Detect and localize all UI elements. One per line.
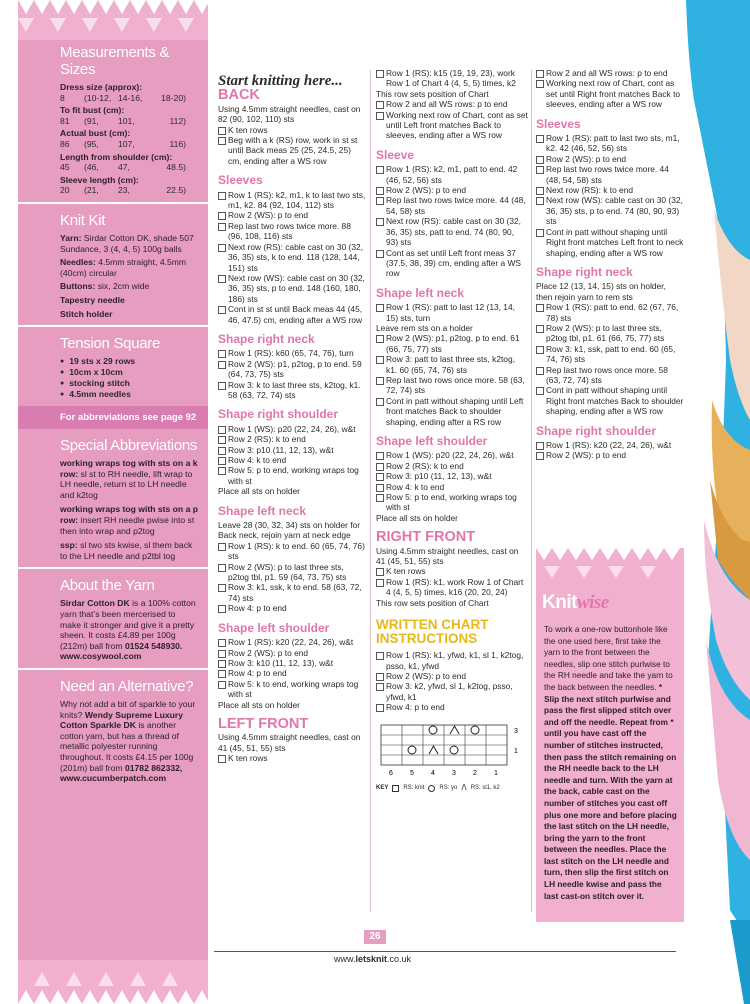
instruction-checkbox-item[interactable]: Row 2 and all WS rows: p to end xyxy=(536,68,684,78)
shape-right-shoulder-checklist xyxy=(218,424,366,486)
sidebar-content xyxy=(18,40,208,960)
website-name: letsknit xyxy=(355,954,388,964)
knit-kit-title: Knit Kit xyxy=(60,211,106,229)
chart-key-item: RS: knit xyxy=(403,784,425,791)
instruction-checkbox-item[interactable]: Cont as set until Left front meas 37 (37.5, 38, 39) cm, ending after a WS row xyxy=(376,248,528,279)
yarn-text: Sirdar Cotton DK, shade 507 Sundance, 3 (4, 4, 5) 100g balls xyxy=(60,232,194,254)
abbreviation-term: working wraps tog with sts on a k row: xyxy=(60,458,198,479)
instruction-checkbox-item[interactable]: Row 4: k to end xyxy=(218,455,366,465)
instruction-checkbox-item[interactable]: Row 3: k1, ssk, k to end. 58 (63, 72, 74) sts xyxy=(218,582,366,603)
sidebar-zigzag-bottom xyxy=(18,968,208,1004)
measurement-label: Sleeve length (cm): xyxy=(60,174,139,185)
instruction-checkbox-item[interactable]: Row 4: p to end xyxy=(218,603,366,613)
instruction-checkbox-item[interactable]: Row 2 and all WS rows: p to end xyxy=(376,99,528,109)
measurement-value: (21, xyxy=(84,185,99,196)
measurement-values xyxy=(60,139,198,150)
divider xyxy=(18,567,208,569)
website-link[interactable] xyxy=(334,954,411,964)
instruction-checkbox-item[interactable]: Row 2 (WS): p to end xyxy=(536,154,684,164)
instruction-checkbox-item[interactable]: Rep last two rows once more. 58 (63, 72, 74) sts xyxy=(536,365,684,386)
instruction-checkbox-item[interactable]: Row 2 (RS): k to end xyxy=(376,461,528,471)
measurement-value: (10-12, xyxy=(84,92,112,103)
chart-row-label: 1 xyxy=(514,747,518,755)
needles-text: 4.5mm straight, 4.5mm (40cm) circular xyxy=(60,257,187,278)
chart-col-label: 6 xyxy=(389,769,393,777)
instruction-checkbox-item[interactable]: Row 5: p to end, working wraps tog with st xyxy=(376,492,528,513)
instruction-checkbox-item[interactable]: Next row (WS): cable cast on 30 (32, 36, 35) sts, p to end. 148 (160, 180, 186) sts xyxy=(218,273,366,304)
tension-item: ● 10cm x 10cm xyxy=(60,367,198,378)
instruction-checkbox-item[interactable]: Working next row of Chart, cont as set until Right front matches Back to sleeves, ending after a WS row xyxy=(536,78,684,109)
special-abbreviations-title: Special Abbreviations xyxy=(60,437,198,455)
chart-col-label: 4 xyxy=(431,769,435,777)
shape-right-shoulder-heading: Shape right shoulder xyxy=(218,407,339,422)
instruction-checkbox-item[interactable]: Rep last two rows twice more. 44 (48, 54, 58) sts xyxy=(536,164,684,185)
website-prefix: www. xyxy=(334,954,356,964)
measurement-values xyxy=(60,93,198,104)
knitwise-title xyxy=(542,592,609,614)
shape-left-neck-intro: Leave 28 (30, 32, 34) sts on holder for Back neck, rejoin yarn at neck edge xyxy=(218,520,360,541)
knitwise-body xyxy=(544,624,678,902)
measurement-label: Length from shoulder (cm): xyxy=(60,151,173,162)
instruction-checkbox-item[interactable]: Row 1 (RS): patt to end. 62 (67, 76, 78) sts xyxy=(536,302,684,323)
instruction-checkbox-item[interactable]: Row 3: k2, yfwd, sl 1, k2tog, psso, yfwd, k1 xyxy=(376,681,528,702)
instruction-checkbox-item[interactable]: Row 3: k10 (11, 12, 13), w&t xyxy=(218,658,366,668)
shape-right-neck-checklist xyxy=(218,348,366,400)
buttons-label: Buttons: xyxy=(60,281,96,292)
alternative-text2: is another cotton yarn, but has a thread of metallic polyester running throughout. It costs £4.15 per 100g (201m) ball from xyxy=(60,720,194,773)
chart-key-item: RS: yo xyxy=(439,784,458,791)
alternative-web-link[interactable]: www.cucumberpatch.com xyxy=(60,773,167,784)
knitwise-zigzag xyxy=(536,548,684,588)
abbreviation-definition: insert RH needle pwise into st then into wrap and p2tog xyxy=(60,515,195,536)
measurement-value: 18-20) xyxy=(161,92,186,103)
sleeves-heading-3: Sleeves xyxy=(536,116,581,131)
instruction-checkbox-item[interactable]: K ten rows xyxy=(218,753,366,763)
knitwise-title-a: Knit xyxy=(542,592,577,613)
measurement-value: 14-16, xyxy=(118,92,143,103)
instruction-checkbox-item[interactable]: Row 2 (WS): p1, p2tog, p to end. 59 (64, 73, 75) sts xyxy=(218,359,366,380)
divider xyxy=(18,325,208,327)
instruction-checkbox-item[interactable]: Row 3: patt to last three sts, k2tog, k1. 60 (65, 74, 76) sts xyxy=(376,354,528,375)
left-front-checklist xyxy=(218,753,366,763)
instruction-checkbox-item[interactable]: Row 2 (WS): p to end xyxy=(218,210,366,220)
measurement-values xyxy=(60,116,198,127)
measurement-value: 22.5) xyxy=(166,185,186,196)
instruction-checkbox-item[interactable]: Row 2 (WS): p1, p2tog, p to end. 61 (66, 75, 77) sts xyxy=(376,333,528,354)
back-checklist xyxy=(218,125,366,167)
shape-right-neck-intro-3: Place 12 (13, 14, 15) sts on holder, then rejoin yarn to rem sts xyxy=(536,281,666,302)
measurement-value: (95, xyxy=(84,138,99,149)
pattern-column-2 xyxy=(376,68,528,791)
instruction-checkbox-item[interactable]: Row 1 (RS): k60 (65, 74, 76), turn xyxy=(218,348,366,358)
instruction-checkbox-item[interactable]: Row 1 (WS): p20 (22, 24, 26), w&t xyxy=(218,424,366,434)
instruction-checkbox-item[interactable]: Row 1 (RS): k20 (22, 24, 26), w&t xyxy=(536,440,684,450)
about-yarn-strong: Sirdar Cotton DK xyxy=(60,598,130,609)
instruction-checkbox-item[interactable]: Row 2 (WS): p to last three sts, p2tog tbl, p1. 61 (66, 75, 77) sts xyxy=(536,323,684,344)
abbreviation-term: ssp: xyxy=(60,540,78,551)
shape-left-shoulder-heading: Shape left shoulder xyxy=(218,620,330,635)
instruction-checkbox-item[interactable]: Next row (RS): k to end xyxy=(536,185,684,195)
tension-item: ● stocking stitch xyxy=(60,378,198,389)
tapestry-needle: Tapestry needle xyxy=(60,294,125,305)
abbreviation-definition: sl st to RH needle, lift wrap to LH needle, return st to LH needle and k2tog xyxy=(60,468,193,500)
measurement-values xyxy=(60,185,198,196)
chart-position-checklist xyxy=(376,68,528,89)
chart-col-label: 1 xyxy=(494,769,498,777)
measurement-value: 107, xyxy=(118,138,135,149)
right-front-note: This row sets position of Chart xyxy=(376,597,489,608)
right-front-heading: RIGHT FRONT xyxy=(376,529,476,546)
instruction-checkbox-item[interactable]: Row 1 (RS): k15 (19, 19, 23), work Row 1 of Chart 4 (4, 5, 5) times, k2 xyxy=(376,68,528,89)
instruction-checkbox-item[interactable]: Row 1 (RS): k2, m1, k to last two sts, m1, k2. 84 (92, 104, 112) sts xyxy=(218,190,366,211)
knitwise-title-b: wise xyxy=(576,592,609,613)
instruction-checkbox-item[interactable]: Cont in st st until Back meas 44 (45, 46, 47.5) cm, ending after a WS row xyxy=(218,304,366,325)
sidebar-zigzag-top xyxy=(18,0,208,36)
instruction-checkbox-item[interactable]: Row 1 (RS): k20 (22, 24, 26), w&t xyxy=(218,637,366,647)
instruction-checkbox-item[interactable]: Cont in patt without shaping until Right front matches Back to shoulder shaping, ending after a WS row xyxy=(536,385,684,416)
instruction-checkbox-item[interactable]: Row 1 (RS): k1, work Row 1 of Chart 4 (4, 5, 5) times, k16 (20, 20, 24) xyxy=(376,577,528,598)
instruction-checkbox-item[interactable]: Cont in patt without shaping until Left front matches Back to shoulder shaping, ending after a RS row xyxy=(376,396,528,427)
knit-square-icon xyxy=(392,785,399,792)
stitch-chart xyxy=(376,719,526,791)
right-front-body-checklist xyxy=(536,68,684,110)
instruction-checkbox-item[interactable]: Row 4: p to end xyxy=(376,702,528,712)
instruction-checkbox-item[interactable]: Working next row of Chart, cont as set until Left front matches Back to sleeves, ending after a WS row xyxy=(376,110,528,141)
instruction-checkbox-item[interactable]: Row 3: k to last three sts, k2tog, k1. 58 (63, 72, 74) sts xyxy=(218,380,366,401)
shape-right-shoulder-heading-3: Shape right shoulder xyxy=(536,423,657,438)
abbreviations-link[interactable]: For abbreviations see page 92 xyxy=(18,406,208,429)
alternative-strong: Wendy Supreme Luxury Cotton Sparkle DK xyxy=(60,709,184,731)
chart-col-label: 5 xyxy=(410,769,414,777)
shape-left-neck-note-2: Leave rem sts on a holder xyxy=(376,322,473,333)
measurement-value: (46, xyxy=(84,162,99,173)
about-yarn-body xyxy=(18,598,208,662)
instruction-checkbox-item[interactable]: Row 1 (WS): p20 (22, 24, 26), w&t xyxy=(376,450,528,460)
about-yarn-text: is a 100% cotton yarn that’s been mercerised to make it stronger and give it a pretty sheen. It costs £4.89 per 100g (212m) ball from xyxy=(60,598,196,651)
sleeve-checklist xyxy=(376,164,528,278)
shape-left-shoulder-checklist-2 xyxy=(376,450,528,512)
abbreviation-entry xyxy=(60,540,198,561)
special-abbreviations-list xyxy=(18,458,208,561)
buttons-text: six, 2cm wide xyxy=(97,281,150,292)
shape-left-shoulder-note: Place all sts on holder xyxy=(218,699,300,710)
instruction-checkbox-item[interactable]: K ten rows xyxy=(376,566,528,576)
measurement-value: 48.5) xyxy=(166,162,186,173)
shape-right-neck-heading: Shape right neck xyxy=(218,331,315,346)
instruction-checkbox-item[interactable]: Row 2 (WS): p to end xyxy=(218,648,366,658)
abbreviation-entry xyxy=(60,504,198,536)
needles-label: Needles: xyxy=(60,257,96,268)
measurement-value: 116) xyxy=(169,138,186,149)
measurement-label: To fit bust (cm): xyxy=(60,105,125,116)
abbreviation-term: working wraps tog with sts on a p row: xyxy=(60,504,198,526)
instruction-checkbox-item[interactable]: Row 1 (RS): k2, m1, patt to end. 42 (46, 52, 56) sts xyxy=(376,164,528,185)
sl1k2-triangle-icon: Λ xyxy=(461,782,467,792)
yarn-label: Yarn: xyxy=(60,232,82,243)
shape-left-neck-checklist-2b xyxy=(376,333,528,427)
shape-left-shoulder-note-2: Place all sts on holder xyxy=(376,512,458,523)
stitch-chart-grid xyxy=(376,719,526,779)
written-chart-heading: WRITTEN CHART INSTRUCTIONS xyxy=(376,617,489,647)
instruction-checkbox-item[interactable]: Cont in patt without shaping until Right front matches Left front to neck shaping, ending after a WS row xyxy=(536,227,684,258)
knitwise-text-bold: * Slip the next stitch purlwise and pass the first slipped stitch over and off the needle. Repeat from * until you have cast off the number of stitches instructed, then pass the stitch remaining on the RH needle back to the LH needle and turn. With the yarn at the back, cable cast on the number of stitches you cast off plus one more and before placing the last stitch on the LH needle, bring the yarn to the front between the needles. Place the last stitch on the LH needle and turn, then slip the first stitch on LH needle kwise and pass the last cast-on stitch over it. xyxy=(544,681,677,901)
instruction-checkbox-item[interactable]: Row 4: p to end xyxy=(218,668,366,678)
instruction-checkbox-item[interactable]: Rep last two rows twice more. 88 (96, 108, 116) sts xyxy=(218,221,366,242)
instruction-checkbox-item[interactable]: Rep last two rows twice more. 44 (48, 54, 58) sts xyxy=(376,195,528,216)
back-heading: BACK xyxy=(218,87,260,104)
sidebar xyxy=(18,0,208,1004)
written-chart-checklist xyxy=(376,650,528,712)
measurement-value: 45 xyxy=(60,162,70,173)
instruction-checkbox-item[interactable]: Row 4: k to end xyxy=(376,482,528,492)
shape-left-neck-heading-2: Shape left neck xyxy=(376,285,465,300)
divider xyxy=(18,202,208,204)
start-knitting-title: Start knitting here... xyxy=(218,73,343,89)
measurement-value: 47, xyxy=(118,162,130,173)
measurements-list xyxy=(18,82,208,196)
chart-position-note: This row sets position of Chart xyxy=(376,88,489,99)
alternative-title: Need an Alternative? xyxy=(60,678,194,695)
shape-left-shoulder-checklist xyxy=(218,637,366,699)
instruction-checkbox-item[interactable]: Row 1 (RS): k to end. 60 (65, 74, 76) sts xyxy=(218,541,366,562)
instruction-checkbox-item[interactable]: Row 2 (WS): p to end xyxy=(376,185,528,195)
instruction-checkbox-item[interactable]: Row 2 (WS): p to end xyxy=(376,671,528,681)
instruction-checkbox-item[interactable]: Row 2 (RS): k to end xyxy=(218,434,366,444)
knitwise-tip-box xyxy=(536,548,684,922)
tension-title: Tension Square xyxy=(60,335,161,353)
measurement-value: 86 xyxy=(60,138,70,149)
model-photo-image xyxy=(684,0,750,1004)
left-front-body-checklist xyxy=(376,99,528,141)
measurement-value: 23, xyxy=(118,185,130,196)
model-photo xyxy=(684,0,750,1004)
measurement-values xyxy=(60,162,198,173)
tension-item: ● 19 sts x 29 rows xyxy=(60,356,198,367)
instruction-checkbox-item[interactable]: Row 1 (RS): k1, yfwd, k1, sl 1, k2tog, psso, k1, yfwd xyxy=(376,650,528,671)
measurement-value: 101, xyxy=(118,115,135,126)
pattern-column-3 xyxy=(536,68,684,461)
instruction-checkbox-item[interactable]: Row 3: p10 (11, 12, 13), w&t xyxy=(218,445,366,455)
knit-kit-body xyxy=(18,233,208,319)
chart-key-title: KEY xyxy=(376,784,389,791)
shape-left-neck-checklist-2a xyxy=(376,302,528,323)
yo-circle-icon xyxy=(428,785,435,792)
chart-key xyxy=(376,783,526,793)
sleeve-heading: Sleeve xyxy=(376,147,415,162)
instruction-checkbox-item[interactable]: Row 3: k1, ssk, patt to end. 60 (65, 74, 76) sts xyxy=(536,344,684,365)
instruction-checkbox-item[interactable]: Row 1 (RS): patt to last 12 (13, 14, 15) sts, turn xyxy=(376,302,528,323)
shape-right-neck-heading-3: Shape right neck xyxy=(536,264,633,279)
shape-right-shoulder-note: Place all sts on holder xyxy=(218,486,300,497)
measurement-value: (91, xyxy=(84,115,99,126)
right-front-intro: Using 4.5mm straight needles, cast on 41 (45, 51, 55) sts xyxy=(376,545,519,567)
column-divider xyxy=(370,70,371,912)
sleeves-checklist-3 xyxy=(536,133,684,258)
footer-rule xyxy=(214,951,676,952)
column-divider xyxy=(531,70,532,912)
instruction-checkbox-item[interactable]: Next row (RS): cable cast on 30 (32, 36, 35) sts, patt to end. 74 (80, 90, 93) sts xyxy=(376,216,528,247)
about-yarn-web-link[interactable]: www.cosywool.com xyxy=(60,651,142,662)
instruction-checkbox-item[interactable]: Row 2 (WS): p to end xyxy=(536,450,684,460)
chart-col-label: 2 xyxy=(473,769,477,777)
alternative-text1: Why not add a bit of sparkle to your knits? xyxy=(60,699,196,720)
tension-item: ● 4.5mm needles xyxy=(60,389,198,400)
shape-right-shoulder-checklist-3 xyxy=(536,440,684,461)
shape-left-neck-checklist xyxy=(218,541,366,614)
sleeves-heading: Sleeves xyxy=(218,173,263,188)
measurement-label: Dress size (approx): xyxy=(60,82,143,92)
abbreviation-definition: sl two sts kwise, sl them back to the LH needle and p2tbl tog xyxy=(60,540,193,561)
instruction-checkbox-item[interactable]: K ten rows xyxy=(218,125,366,135)
left-front-intro: Using 4.5mm straight needles, cast on 41 (45, 51, 55) sts xyxy=(218,732,361,753)
pattern-column-1 xyxy=(218,68,366,764)
knitwise-text: To work a one-row buttonhole like the one used here, first take the yarn to the front between the needles, slip one stitch purlwise to the RH needle and take the yarn to the back between the needles. xyxy=(544,624,673,692)
website-suffix: .co.uk xyxy=(387,954,412,964)
tension-list xyxy=(18,356,208,400)
instruction-checkbox-item[interactable]: Row 5: k to end, working wraps tog with st xyxy=(218,679,366,700)
divider xyxy=(18,668,208,670)
sleeves-checklist xyxy=(218,190,366,325)
chart-row-label: 3 xyxy=(514,727,518,735)
chart-key-item: RS: sl1, k2 xyxy=(470,784,500,791)
back-intro: Using 4.5mm straight needles, cast on 82 (90, 102, 110) sts xyxy=(218,103,361,125)
instruction-checkbox-item[interactable]: Beg with a k (RS) row, work in st st until Back meas 25 (25, 24.5, 25) cm, ending after a WS row xyxy=(218,135,366,166)
measurement-value: 112) xyxy=(169,115,186,126)
instruction-checkbox-item[interactable]: Row 1 (RS): patt to last two sts, m1, k2. 42 (46, 52, 56) sts xyxy=(536,133,684,154)
instruction-checkbox-item[interactable]: Next row (RS): cable cast on 30 (32, 36, 35) sts, k to end. 118 (128, 144, 151) sts xyxy=(218,242,366,273)
instruction-checkbox-item[interactable]: Next row (WS): cable cast on 30 (32, 36, 35) sts, p to end. 74 (80, 90, 93) sts xyxy=(536,195,684,226)
shape-right-neck-checklist-3 xyxy=(536,302,684,416)
chart-col-label: 3 xyxy=(452,769,456,777)
stitch-holder: Stitch holder xyxy=(60,308,113,319)
shape-left-shoulder-heading-2: Shape left shoulder xyxy=(376,434,488,448)
measurement-value: 20 xyxy=(60,185,70,196)
measurement-label: Actual bust (cm): xyxy=(60,128,131,139)
abbreviation-entry xyxy=(60,458,198,500)
measurement-value: 81 xyxy=(60,115,70,126)
about-yarn-phone: 01524 548930. xyxy=(124,640,183,651)
measurement-value: 8 xyxy=(60,92,65,103)
alternative-phone: 01782 862332, xyxy=(124,762,183,773)
instruction-checkbox-item[interactable]: Row 2 (WS): p to last three sts, p2tog tbl, p1. 59 (64, 73, 75) sts xyxy=(218,562,366,583)
shape-left-neck-heading: Shape left neck xyxy=(218,503,307,518)
right-front-checklist xyxy=(376,566,528,597)
alternative-body xyxy=(18,699,208,784)
left-front-heading: LEFT FRONT xyxy=(218,715,309,732)
instruction-checkbox-item[interactable]: Rep last two rows once more. 58 (63, 72, 74) sts xyxy=(376,375,528,396)
measurements-title: Measurements & Sizes xyxy=(60,44,170,78)
instruction-checkbox-item[interactable]: Row 5: p to end, working wraps tog with st xyxy=(218,465,366,486)
instruction-checkbox-item[interactable]: Row 3: p10 (11, 12, 13), w&t xyxy=(376,471,528,481)
page-number: 26 xyxy=(364,930,386,944)
about-yarn-title: About the Yarn xyxy=(60,577,155,595)
